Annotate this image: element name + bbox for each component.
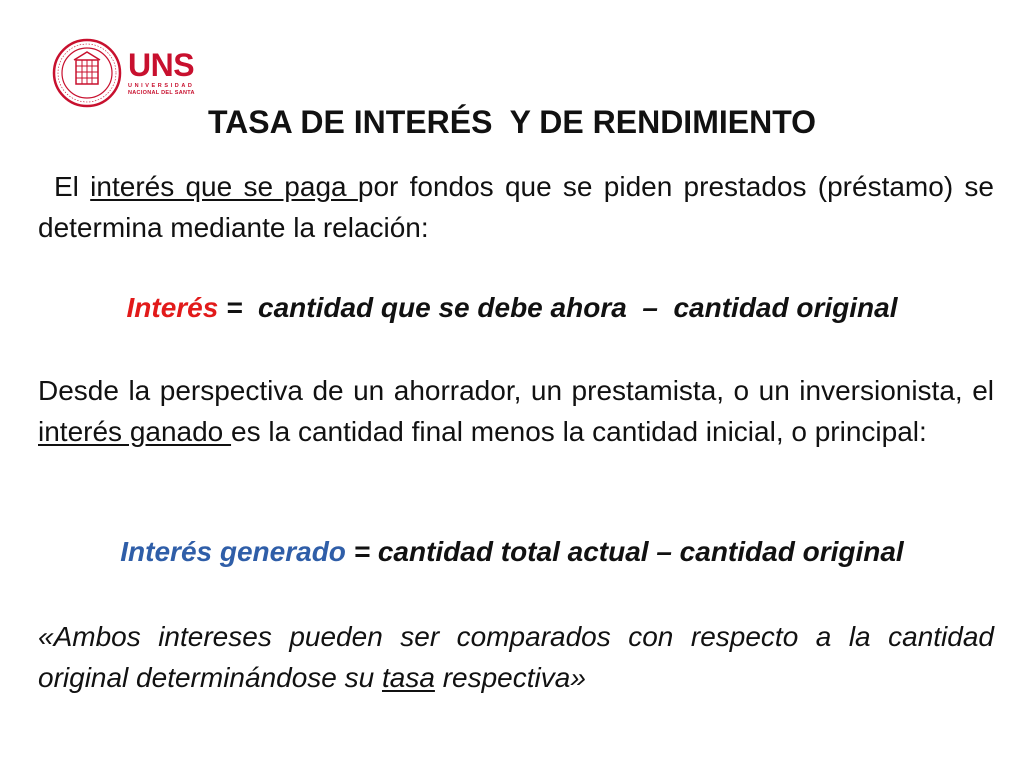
formula-term: Interés generado [120, 536, 346, 567]
logo-subtitle-1: UNIVERSIDAD [128, 83, 195, 89]
paragraph-text: Desde la perspectiva de un ahorrador, un prestamista, o un inversionista, el [38, 375, 994, 406]
paragraph-interest-paid [38, 166, 994, 248]
page-title: TASA DE INTERÉS Y DE RENDIMIENTO [207, 104, 817, 140]
paragraph-text: El [54, 171, 91, 202]
formula-expression: cantidad que se debe ahora – cantidad original [250, 292, 898, 323]
paragraph-interest-earned [38, 370, 994, 452]
logo-subtitle-2: NACIONAL DEL SANTA [128, 90, 195, 96]
formula-expression: = cantidad total actual – cantidad original [345, 536, 904, 567]
formula-interest-generated [0, 536, 1024, 568]
formula-interest [0, 292, 1024, 324]
paragraph-text: es la cantidad final menos la cantidad inicial, o principal: [231, 416, 927, 447]
formula-equals: = [218, 292, 251, 323]
underlined-term: tasa [381, 662, 435, 693]
paragraph-text: por fondos que se piden prestados (préstamo) se determina mediante la relación: [38, 171, 994, 243]
underlined-term: interés ganado [38, 416, 232, 447]
paragraph-text: respectiva» [434, 662, 586, 693]
formula-term: Interés [126, 292, 219, 323]
paragraph-text: «Ambos intereses pueden ser comparados con respecto a la cantidad original determinándose su [38, 621, 994, 693]
paragraph-rate-note [38, 616, 994, 698]
university-seal-icon [52, 38, 122, 108]
underlined-term: interés que se paga [90, 171, 358, 202]
logo-brand-text: UNS [128, 47, 195, 83]
university-logo [52, 38, 195, 108]
